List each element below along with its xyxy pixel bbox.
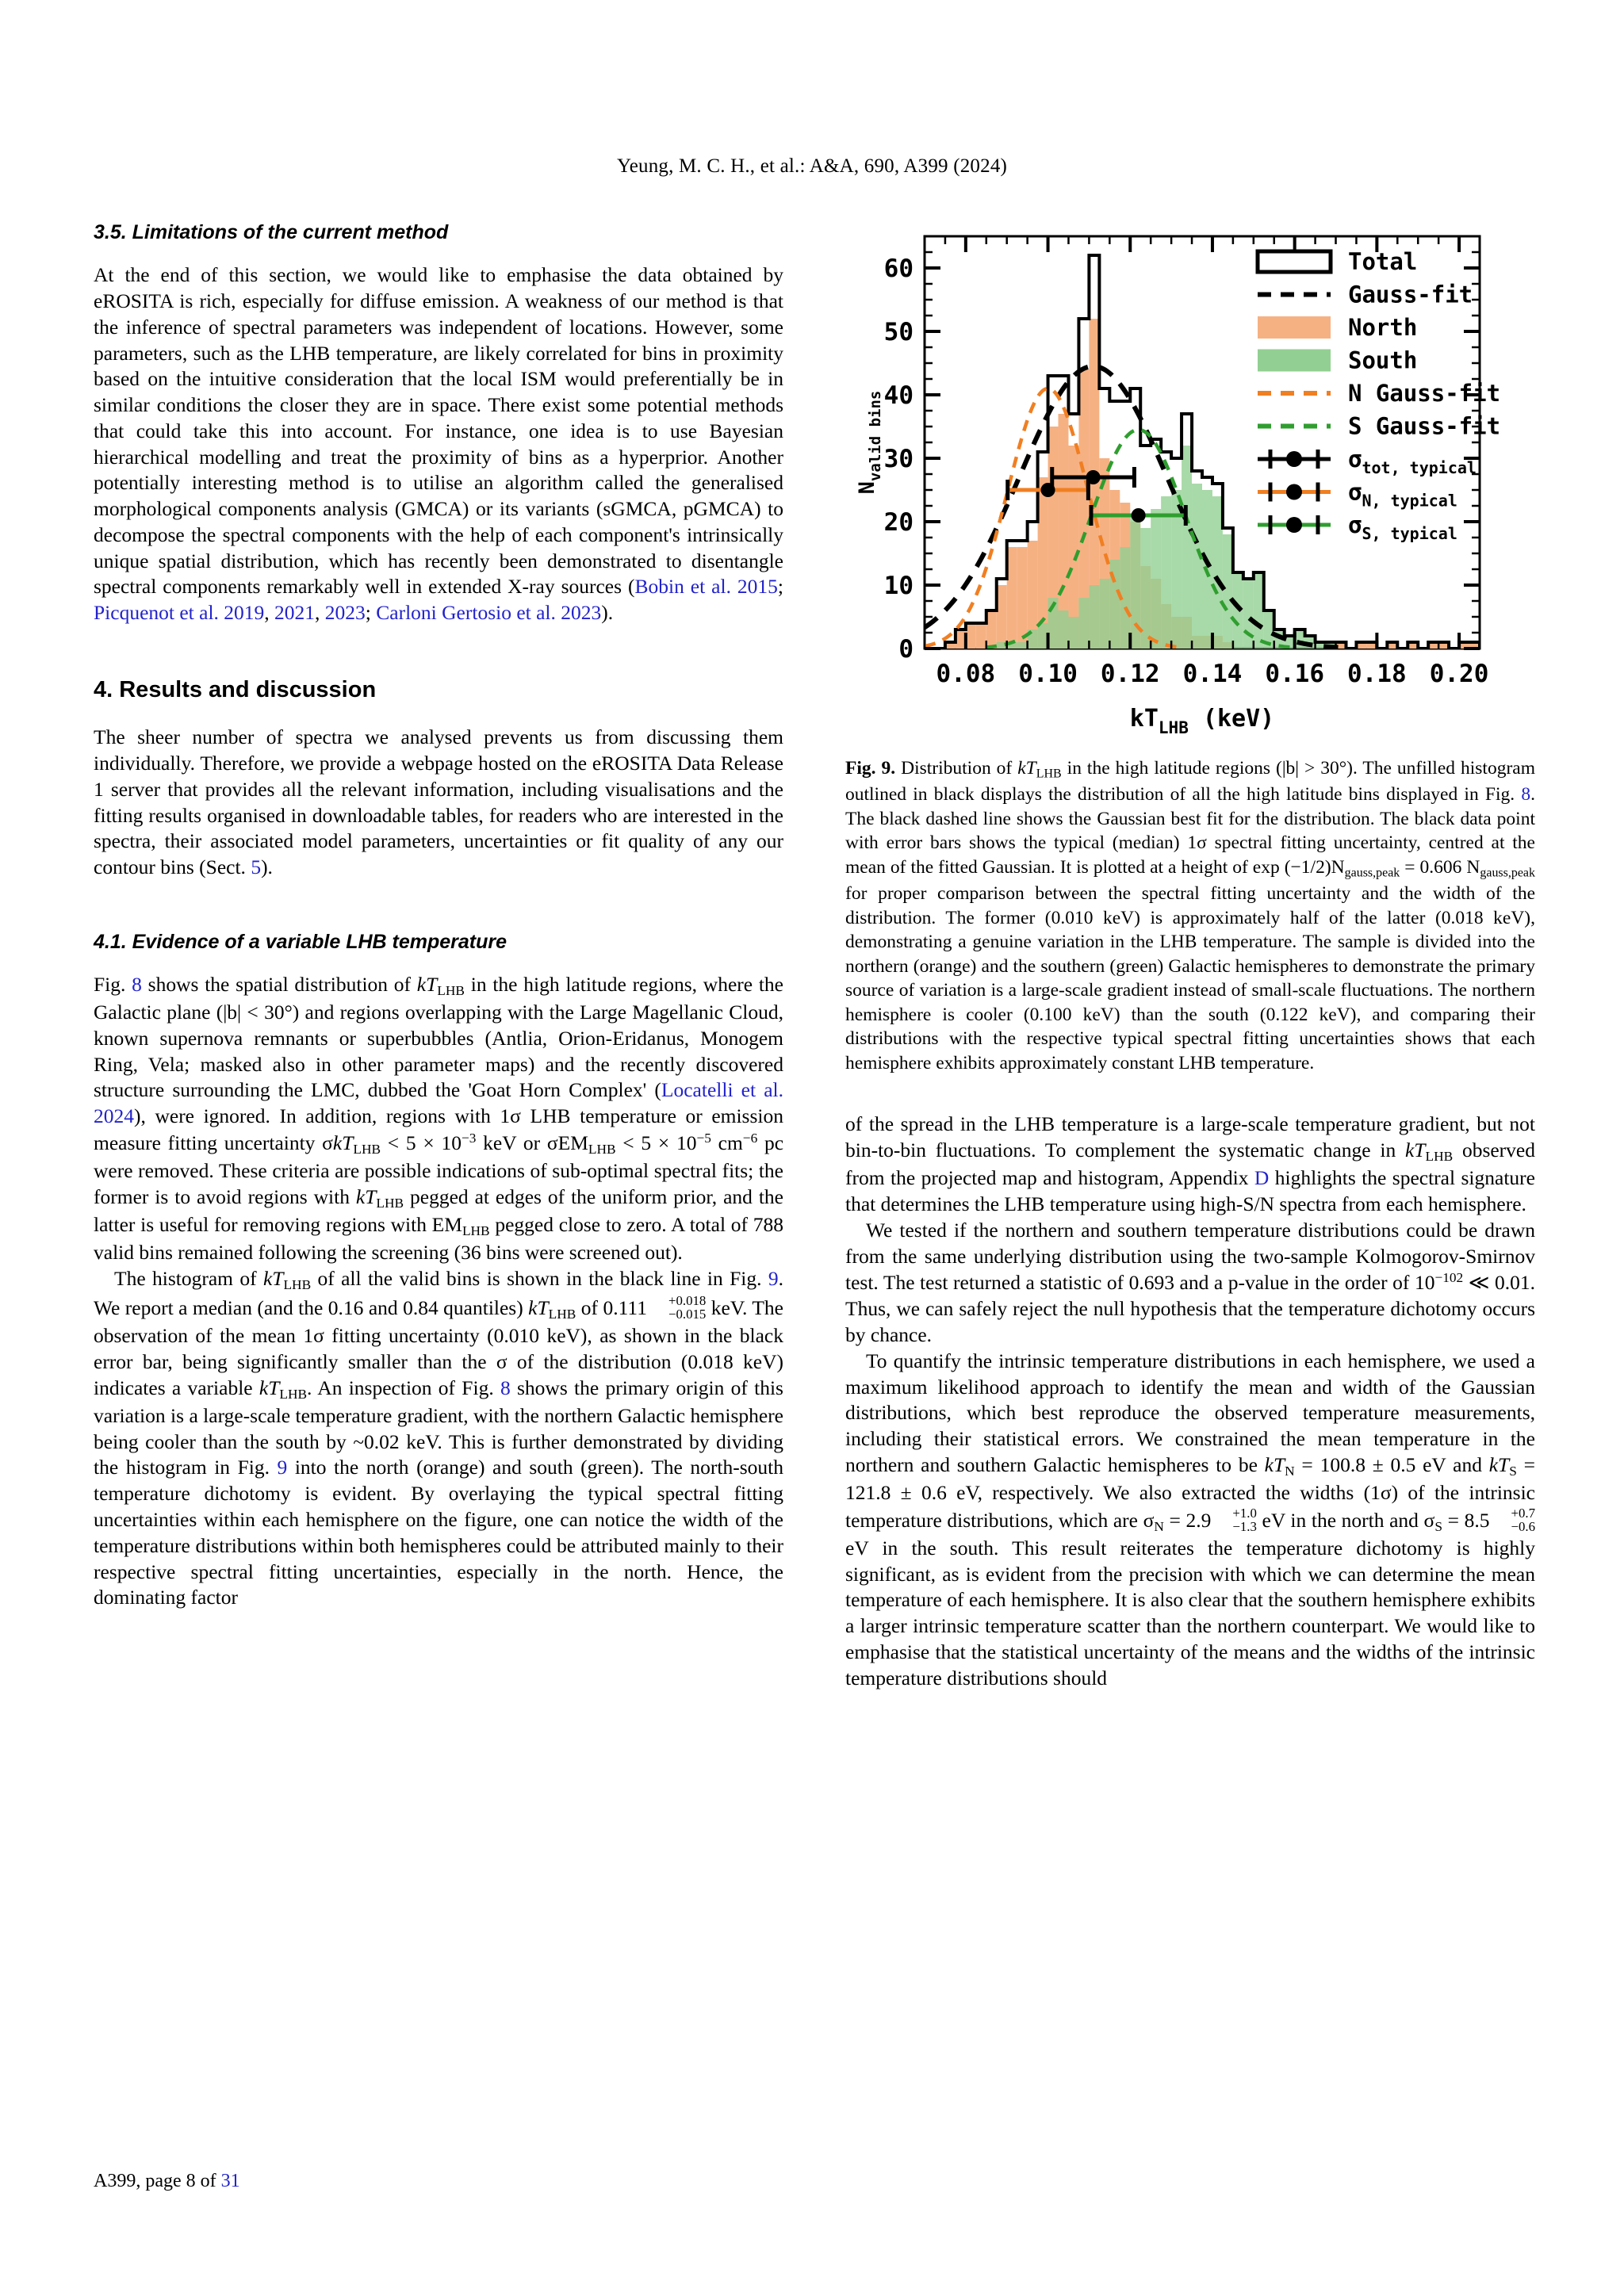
frag-observation: keV. The observation of the mean 1σ fitting uncertainty (0.010 keV), as shown in the black error bar, being significantly smaller than the σ of the distribution (0.018 keV) indicates a variable bbox=[94, 1296, 783, 1399]
frag-intr-c: = 121.8 ± 0.6 eV, respectively. We also extracted the widths (1σ) of the intrinsic temperature distributions, which are σ bbox=[845, 1452, 1535, 1532]
legend-label: $\sigma_{N, typical}$ bbox=[1348, 478, 1457, 511]
paragraph-intrinsic bbox=[845, 1349, 1535, 1692]
y-axis-label: $N_{valid bins}$ bbox=[855, 390, 884, 495]
frag-gradient: shows the primary origin of this variation is a large-scale temperature gradient, with the northern Galactic hemisphere being cooler than the south by ~0.02 keV. This is further demonstrated by dividing the histogram in Fig. bbox=[94, 1376, 783, 1479]
cap-frag-b: in the high latitude regions (|b| > 30°). The unfilled histogram outlined in black displays the distribution of all the high latitude bins displayed in Fig. bbox=[845, 758, 1535, 806]
histogram-svg bbox=[845, 220, 1527, 744]
x-tick-label: 0.12 bbox=[1100, 660, 1160, 688]
symbol-kt-r1-sub: LHB bbox=[1425, 1149, 1454, 1165]
frag-pegged: pegged at edges of the uniform prior, and the latter is useful for removing regions with EM bbox=[94, 1184, 784, 1237]
subsection-heading-3-5: 3.5. Limitations of the current method bbox=[94, 221, 449, 243]
paragraph-evidence bbox=[94, 972, 783, 1266]
paragraph-limitations: At the end of this section, we would like to emphasise the data obtained by eROSITA is rich, especially for diffuse emission. A weakness of our method is that the inference of spectral parameters was independent of locations. However, some parameters, such as the LHB temperature, are likely correlated for bins in proximity based on the intuitive consideration that the local ISM would preferentially be in similar conditions the closer they are in space. There exist some potential methods that could take this into account. For instance, one idea is to use Bayesian hierarchical modelling and treat the proximity of bins as a hyperprior. Another potentially interesting method is to utilise an algorithm called the generalised morphological components analysis (GMCA) or its variants (sGMCA, pGMCA) to decompose the spectral components with the help of each component's intrinsically unique spatial distribution, which has recently been demonstrated to disentangle spectral components remarkably well in extended X-ray sources (Bobin et al. 2015; Picquenot et al. 2019, 2021, 2023; Carloni Gertosio et al. 2023). bbox=[94, 263, 783, 625]
cap-citation-fig8[interactable]: 8 bbox=[1521, 784, 1531, 806]
uncertainty-sigmaS bbox=[1490, 1506, 1535, 1533]
symbol-ktN: kT bbox=[1264, 1452, 1285, 1476]
x-tick-label: 0.08 bbox=[936, 660, 996, 688]
x-tick-label: 0.14 bbox=[1182, 660, 1243, 688]
left-column bbox=[94, 220, 783, 1692]
symbol-kt-3-sub: LHB bbox=[283, 1276, 312, 1292]
symbol-kt-3: kT bbox=[262, 1266, 284, 1290]
page-footer bbox=[94, 2171, 240, 2192]
frag-histogram-of: The histogram of bbox=[114, 1266, 263, 1290]
subsection-heading-4-1: 4.1. Evidence of a variable LHB temperature bbox=[94, 930, 508, 953]
frag-spread-c: highlights the spectral signature that determines the LHB temperature using high-S/N spectra from each hemisphere. bbox=[845, 1166, 1535, 1216]
symbol-kt-sub: LHB bbox=[437, 982, 465, 998]
x-axis-tick-labels bbox=[936, 660, 1489, 688]
x-tick-label: 0.10 bbox=[1018, 660, 1078, 688]
cap-symbol-kt: kT bbox=[1017, 758, 1036, 779]
uncertainty-sigmaN bbox=[1212, 1506, 1257, 1533]
citation-fig-9[interactable]: 9 bbox=[768, 1266, 779, 1290]
frag-ks-a: We tested if the northern and southern temperature distributions could be drawn from the same underlying distribution using the two-sample Kolmogorov-Smirnov test. The test returned a statistic of 0.693 and a p-value in the order of 10 bbox=[845, 1218, 1535, 1295]
frag-intr-d: = 2.9 bbox=[1163, 1508, 1212, 1532]
frag-high-latitude: in the high latitude regions, where the Galactic plane (|b| < 30°) and regions overlapping with the Large Magellanic Cloud, known supernova remnants or superbubbles (Antlia, Orion-Eridanus, Monogem Ring, Vela; masked also in other parameter maps) and the recently discovered structure surrounding the LMC, dubbed the 'Goat Horn Complex' ( bbox=[94, 973, 783, 1102]
citation-appendix-d[interactable]: D bbox=[1254, 1166, 1270, 1190]
symbol-ktS-sub: S bbox=[1509, 1463, 1517, 1479]
symbol-kt-5: kT bbox=[259, 1376, 280, 1399]
paragraph-limitations-text: At the end of this section, we would like to emphasise the data obtained by eROSITA is rich, especially for diffuse emission. A weakness of our method is that the inference of spectral parameters was independent of locations. However, some parameters, such as the LHB temperature, are likely correlated for bins in proximity based on the intuitive consideration that the local ISM would preferentially be in similar conditions the closer they are in space. There exist some potential methods that could take this into account. For instance, one idea is to use Bayesian hierarchical modelling and treat the proximity of bins as a hyperprior. Another potentially interesting method is to utilise an algorithm called the generalised morphological components analysis (GMCA) or its variants (sGMCA, pGMCA) to decompose the spectral components with the help of each component's intrinsically unique spatial distribution, which has recently been demonstrated to disentangle spectral components remarkably well in extended X-ray sources ( bbox=[94, 263, 783, 599]
frag-dichotomy: into the north (orange) and south (green). The north-south temperature dichotomy is evident. By overlaying the typical spectral fitting uncertainties within each hemisphere on the figure, one can notice the width of the temperature distributions within both hemispheres could be attributed mainly to their respective spectral fitting uncertainties, especially in the north. Hence, the dominating factor bbox=[94, 1456, 783, 1609]
frag-ks-b: ≪ 0.01. Thus, we can safely reject the null hypothesis that the temperature dichotomy occurs by chance. bbox=[845, 1271, 1535, 1346]
cap-sub-gausspeak-1: gauss,peak bbox=[1344, 866, 1400, 880]
frag-lt5e: < 5 × 10 bbox=[381, 1131, 462, 1155]
y-tick-label: 20 bbox=[883, 508, 914, 537]
frag-intr-b: = 100.8 ± 0.5 eV and bbox=[1294, 1452, 1489, 1476]
footer-prefix: A399, page 8 of bbox=[94, 2171, 221, 2191]
exp-minus102: −102 bbox=[1434, 1270, 1464, 1286]
figure-9-label: Fig. 9. bbox=[845, 758, 896, 779]
paragraph-ks-test bbox=[845, 1218, 1535, 1349]
right-column bbox=[845, 220, 1535, 1692]
x-tick-label: 0.16 bbox=[1265, 660, 1324, 688]
x-tick-label: 0.20 bbox=[1429, 660, 1489, 688]
symbol-em-lhb-sub: LHB bbox=[462, 1223, 490, 1238]
citation-picquenot-2023[interactable]: 2023 bbox=[324, 601, 366, 625]
legend-label: North bbox=[1348, 314, 1418, 341]
frag-intr-e: eV in the north and σ bbox=[1256, 1508, 1435, 1532]
uncertainty-lower: −0.015 bbox=[668, 1307, 707, 1322]
frag-ignored: ), were ignored. In addition, regions with 1σ LHB temperature or emission measure fitting uncertainty σ bbox=[94, 1104, 783, 1155]
cap-symbol-kt-sub: LHB bbox=[1036, 767, 1062, 781]
paragraph-spread bbox=[845, 1112, 1535, 1217]
citation-fig-8[interactable]: 8 bbox=[132, 973, 142, 997]
y-tick-label: 0 bbox=[898, 635, 914, 664]
frag-criteria: pc were removed. These criteria are possible indications of sub-optimal spectral fits; the former is to avoid regions with bbox=[94, 1131, 784, 1208]
frag-median: . We report a median (and the 0.16 and 0.84 quantiles) bbox=[94, 1266, 783, 1320]
paragraph-results-intro-tail: ). bbox=[261, 855, 273, 879]
uncertainty-0111 bbox=[648, 1294, 706, 1321]
symbol-sigma-kt: kT bbox=[332, 1131, 354, 1155]
frag-fig-word: Fig. bbox=[94, 973, 132, 997]
frag-lt5e2: < 5 × 10 bbox=[615, 1131, 697, 1155]
citation-fig-8b[interactable]: 8 bbox=[500, 1376, 511, 1399]
uncertainty-sigmaS-lower: −0.6 bbox=[1511, 1518, 1535, 1534]
frag-spread-a: of the spread in the LHB temperature is a large-scale temperature gradient, but not bin-to-bin fluctuations. To complement the systematic change in bbox=[845, 1112, 1535, 1162]
figure-9 bbox=[845, 220, 1535, 1075]
symbol-kt-4-sub: LHB bbox=[548, 1307, 576, 1322]
citation-picquenot-2019[interactable]: Picquenot et al. 2019 bbox=[94, 601, 265, 625]
y-tick-label: 30 bbox=[883, 445, 914, 473]
symbol-sigmaN-sub: N bbox=[1154, 1518, 1164, 1534]
x-axis-label: $kT_{LHB}$ (keV) bbox=[1129, 705, 1275, 737]
citation-sect-5[interactable]: 5 bbox=[251, 855, 262, 879]
legend-label: Gauss-fit bbox=[1348, 281, 1473, 308]
frag-788: pegged close to zero. A total of 788 valid bins remained following the screening (36 bins were screened out). bbox=[94, 1213, 783, 1265]
footer-page-total[interactable]: 31 bbox=[220, 2171, 240, 2191]
y-tick-label: 10 bbox=[883, 572, 914, 600]
citation-bobin-2015[interactable]: Bobin et al. 2015 bbox=[634, 575, 778, 599]
legend-label: $\sigma_{S, typical}$ bbox=[1348, 511, 1457, 543]
exp-minus6: −6 bbox=[742, 1131, 758, 1146]
uncertainty-sigmaN-upper: +1.0 bbox=[1232, 1505, 1257, 1521]
symbol-kt-5-sub: LHB bbox=[279, 1386, 308, 1402]
symbol-ktS: kT bbox=[1488, 1452, 1510, 1476]
symbol-kt-2-sub: LHB bbox=[376, 1195, 404, 1211]
frag-spread-b: observed from the projected map and histogram, Appendix bbox=[845, 1138, 1535, 1190]
symbol-sigmaS-sub: S bbox=[1434, 1518, 1442, 1534]
symbol-em-sub: LHB bbox=[588, 1141, 616, 1157]
symbol-em: EM bbox=[557, 1131, 588, 1155]
paragraph-results-intro bbox=[94, 725, 783, 881]
cap-frag-a: Distribution of bbox=[895, 758, 1018, 779]
citation-carloni-2023[interactable]: Carloni Gertosio et al. 2023 bbox=[376, 601, 602, 625]
figure-9-plot-area bbox=[845, 220, 1527, 744]
uncertainty-sigmaN-lower: −1.3 bbox=[1232, 1518, 1257, 1534]
frag-intr-f: = 8.5 bbox=[1442, 1508, 1490, 1532]
paragraph-limitations-tail: ). bbox=[601, 601, 614, 625]
legend-label: Total bbox=[1348, 248, 1418, 275]
y-tick-label: 50 bbox=[883, 318, 914, 346]
cap-sub-gausspeak-2: gauss,peak bbox=[1480, 866, 1535, 880]
legend-label: S Gauss-fit bbox=[1348, 412, 1501, 440]
cap-frag-e: for proper comparison between the spectral fitting uncertainty and the width of the distribution. The former (0.010 keV) is approximately half of the latter (0.018 keV), demonstrating a genuine variation in the LHB temperature. The sample is divided into the northern (orange) and the southern (green) Galactic hemispheres to demonstrate the primary source of variation is a large-scale gradient instead of small-scale fluctuations. The northern hemisphere is cooler (0.100 keV) than the south (0.122 keV), and comparing their distributions with the respective typical spectral fitting uncertainties shows that each hemisphere exhibits approximately constant LHB temperature. bbox=[845, 883, 1535, 1073]
exp-minus3: −3 bbox=[462, 1131, 477, 1146]
frag-cm: cm bbox=[710, 1131, 743, 1155]
symbol-kt-4: kT bbox=[528, 1296, 549, 1320]
cap-frag-c: . The black dashed line shows the Gaussian best fit for the distribution. The black data point with error bars shows the typical (median) 1σ spectral fitting uncertainty, centred at the mean of the fitted Gaussian. It is plotted at a height of exp (−1/2)N bbox=[845, 784, 1535, 878]
frag-shows-spatial: shows the spatial distribution of bbox=[141, 973, 417, 997]
frag-inspection: . An inspection of Fig. bbox=[307, 1376, 500, 1399]
x-tick-label: 0.18 bbox=[1347, 660, 1407, 688]
cap-frag-d: = 0.606 N bbox=[1400, 856, 1480, 878]
symbol-ktN-sub: N bbox=[1285, 1463, 1295, 1479]
y-tick-label: 60 bbox=[883, 254, 914, 283]
exp-minus5: −5 bbox=[696, 1131, 711, 1146]
frag-kev-or: keV or σ bbox=[476, 1131, 558, 1155]
y-tick-label: 40 bbox=[883, 381, 914, 410]
figure-9-caption bbox=[845, 756, 1535, 1075]
two-column-body bbox=[94, 220, 1535, 1692]
citation-locatelli-2024[interactable]: Locatelli et al. 2024 bbox=[94, 1078, 783, 1128]
legend-label: $\sigma_{tot, typical}$ bbox=[1348, 446, 1477, 477]
citation-picquenot-2021[interactable]: 2021 bbox=[274, 601, 316, 625]
citation-fig-9b[interactable]: 9 bbox=[277, 1456, 288, 1479]
symbol-kt-r1: kT bbox=[1404, 1138, 1426, 1162]
frag-intr-g: eV in the south. This result reiterates the temperature dichotomy is highly significant, as is evident from the precision with which we can determine the mean temperature of each hemisphere. It is also clear that the southern hemisphere exhibits a larger intrinsic temperature scatter than the northern counterpart. We would like to emphasise that the statistical uncertainty of the means and the widths of the intrinsic temperature distributions should bbox=[845, 1536, 1535, 1689]
section-heading-4: 4. Results and discussion bbox=[94, 676, 377, 702]
symbol-sigma-kt-sub: LHB bbox=[353, 1141, 381, 1157]
uncertainty-sigmaS-upper: +0.7 bbox=[1511, 1505, 1535, 1521]
symbol-kt-2: kT bbox=[355, 1184, 377, 1208]
symbol-kt: kT bbox=[416, 973, 438, 997]
running-head: Yeung, M. C. H., et al.: A&A, 690, A399 (2024) bbox=[616, 155, 1008, 177]
frag-intr-a: To quantify the intrinsic temperature distributions in each hemisphere, we used a maximum likelihood approach to identify the mean and width of the Gaussian distributions, which best reproduce the observed temperature measurements, including their statistical errors. We constrained the mean temperature in the northern and southern Galactic hemispheres to be bbox=[845, 1349, 1535, 1476]
legend-label: N Gauss-fit bbox=[1348, 380, 1501, 407]
uncertainty-upper: +0.018 bbox=[668, 1293, 707, 1309]
paragraph-results-intro-text: The sheer number of spectra we analysed prevents us from discussing them individually. Therefore, we provide a webpage hosted on the eROSITA Data Release 1 server that provides all the relevant information, including visualisations and the fitting results organised in downloadable tables, for readers who are interested in the spectra, their associated model parameters, uncertainties or fit quality of any our contour bins (Sect. bbox=[94, 725, 783, 879]
frag-valid-bins: of all the valid bins is shown in the black line in Fig. bbox=[311, 1266, 768, 1290]
frag-0111: of 0.111 bbox=[576, 1296, 647, 1320]
legend-label: South bbox=[1348, 346, 1418, 374]
paragraph-histogram bbox=[94, 1266, 783, 1611]
